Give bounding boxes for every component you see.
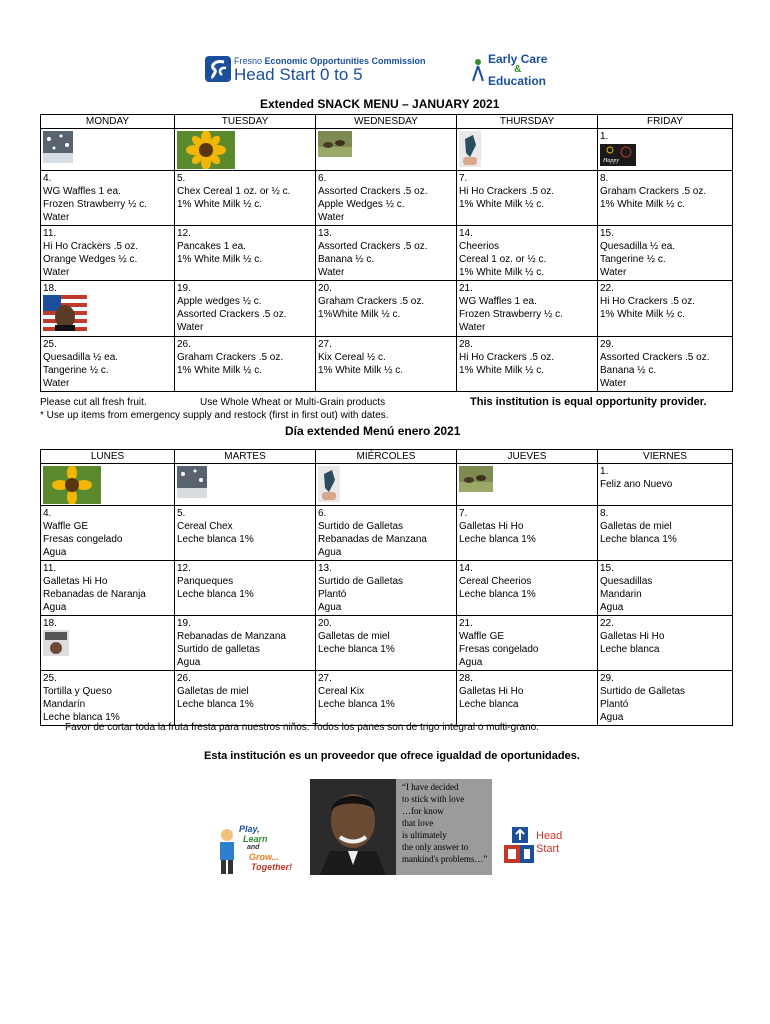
menu-cell-text: 14. Cheerios Cereal 1 oz. or ½ c. 1% White Milk ½ c. xyxy=(459,228,547,278)
menu-cell-text: 14. Cereal Cheerios Leche blanca 1% xyxy=(459,563,536,600)
menu-cell xyxy=(598,281,733,337)
menu-cell-text: 5. Cereal Chex Leche blanca 1% xyxy=(177,508,254,545)
menu-cell xyxy=(316,337,457,392)
menu-cell-text: 28. Hi Ho Crackers .5 oz. 1% White Milk ½ c. xyxy=(459,339,555,376)
quote-line: the only answer to xyxy=(402,842,469,852)
early-care-logo-icon xyxy=(470,58,486,82)
menu-cell-text: 25. Quesadilla ½ ea. Tangerine ½ c. Water xyxy=(43,339,119,389)
day-header: MONDAY xyxy=(41,115,175,129)
image-cell xyxy=(175,129,316,171)
menu-cell-text: 21. Waffle GE Fresas congelado Agua xyxy=(459,618,539,668)
menu-cell xyxy=(41,616,175,671)
play-learn-grow-logo xyxy=(217,820,307,876)
menu-cell xyxy=(316,561,457,616)
menu-cell xyxy=(598,671,733,726)
winter-snow-image xyxy=(177,466,207,498)
menu-cell xyxy=(598,226,733,281)
menu-cell-text: 19. Apple wedges ½ c. Assorted Crackers .5 oz. Water xyxy=(177,283,287,333)
menu-cell xyxy=(175,337,316,392)
org-main-title: Head Start 0 to 5 xyxy=(234,65,363,84)
emergency-supply-note: * Use up items from emergency supply and restock (first in first out) with dates. xyxy=(40,410,389,421)
menu-cell-text: 7. Galletas Hi Ho Leche blanca 1% xyxy=(459,508,536,545)
menu-cell-text: 11. Galletas Hi Ho Rebanadas de Naranja Agua xyxy=(43,563,146,613)
spanish-equal-opportunity: Esta institución es un proveedor que ofrece igualdad de oportunidades. xyxy=(204,750,580,762)
menu-cell-text: 8. Graham Crackers .5 oz. 1% White Milk ½ c. xyxy=(600,173,707,210)
svg-text:Happy: Happy xyxy=(603,158,619,164)
grow-word: Grow... xyxy=(249,852,280,862)
image-cell xyxy=(457,129,598,171)
spanish-header-row xyxy=(41,450,733,464)
menu-cell-text: 21. WG Waffles 1 ea. Frozen Strawberry ½ c. Water xyxy=(459,283,563,333)
quote-line: …for know xyxy=(402,806,444,816)
menu-cell xyxy=(41,561,175,616)
menu-cell xyxy=(316,171,457,226)
mlk-quote-box xyxy=(396,779,492,875)
image-cell xyxy=(598,464,733,506)
eoc-logo-icon xyxy=(205,56,231,82)
menu-cell xyxy=(175,671,316,726)
menu-cell-text: 5. Chex Cereal 1 oz. or ½ c. 1% White Milk ½ c. xyxy=(177,173,291,210)
menu-cell xyxy=(41,171,175,226)
menu-cell xyxy=(598,171,733,226)
menu-cell-text: 20. Graham Crackers .5 oz. 1%White Milk ½ c. xyxy=(318,283,425,320)
menu-cell-text: 15. Quesadilla ½ ea. Tangerine ½ c. Water xyxy=(600,228,676,278)
menu-cell xyxy=(316,616,457,671)
menu-cell xyxy=(175,561,316,616)
image-cell xyxy=(316,129,457,171)
menu-cell xyxy=(41,506,175,561)
menu-cell xyxy=(457,671,598,726)
menu-cell xyxy=(41,226,175,281)
head-word: Head xyxy=(536,830,563,842)
early-care-education-text xyxy=(488,53,547,87)
menu-cell-text: 27. Cereal Kix Leche blanca 1% xyxy=(318,673,395,710)
menu-cell xyxy=(598,506,733,561)
sunflower-image xyxy=(177,131,235,169)
menu-cell-text: 6. Surtido de Galletas Rebanadas de Manzana Agua xyxy=(318,508,427,558)
org-top-line: Fresno Economic Opportunities Commission xyxy=(234,56,426,66)
menu-cell xyxy=(457,171,598,226)
menu-cell xyxy=(175,281,316,337)
quote-line: “I have decided xyxy=(402,782,459,792)
mlk-flag-image xyxy=(43,295,87,331)
blocks-icon xyxy=(503,826,535,864)
menu-cell xyxy=(457,337,598,392)
quote-line: that love xyxy=(402,818,434,828)
play-word: Play, xyxy=(239,824,260,834)
english-header-row xyxy=(41,115,733,129)
start-word: Start xyxy=(536,843,560,855)
menu-cell-text: 22. Galletas Hi Ho Leche blanca xyxy=(600,618,665,655)
quote-line: to stick with love xyxy=(402,794,465,804)
day-header: THURSDAY xyxy=(457,115,598,129)
cut-fruit-note: Please cut all fresh fruit. xyxy=(40,397,147,408)
menu-cell-text: 27. Kix Cereal ½ c. 1% White Milk ½ c. xyxy=(318,339,404,376)
sunflower-image xyxy=(43,466,101,504)
menu-cell-text: 28. Galletas Hi Ho Leche blanca xyxy=(459,673,524,710)
spanish-fruit-note: Favor de cortar toda la fruta fresta para nuestros niños. Todos los panes son de trigo integral o multi-grano. xyxy=(65,722,539,733)
menu-cell xyxy=(457,506,598,561)
english-image-row xyxy=(41,129,733,171)
ec-line1: Early Care xyxy=(488,52,548,66)
english-week-row xyxy=(41,171,733,226)
image-cell xyxy=(457,464,598,506)
winter-snow-image xyxy=(43,131,73,163)
english-menu-title: Extended SNACK MENU – JANUARY 2021 xyxy=(260,97,500,111)
whole-wheat-note: Use Whole Wheat or Multi-Grain products xyxy=(200,397,386,408)
menu-cell-text: 18. xyxy=(43,618,57,629)
bird-on-hand-image xyxy=(318,466,340,502)
image-cell xyxy=(316,464,457,506)
menu-cell xyxy=(41,671,175,726)
english-menu-table xyxy=(40,114,733,392)
friday-top-date: 1. xyxy=(600,131,609,142)
menu-cell-text: 20. Galletas de miel Leche blanca 1% xyxy=(318,618,395,655)
menu-cell-text: 29. Assorted Crackers .5 oz. Banana ½ c. Water xyxy=(600,339,710,389)
child-figure-icon xyxy=(217,828,237,876)
image-cell xyxy=(41,464,175,506)
happy-new-year-image xyxy=(600,144,636,166)
menu-cell xyxy=(175,171,316,226)
menu-cell-text: 19. Rebanadas de Manzana Surtido de galletas Agua xyxy=(177,618,286,668)
and-word: and xyxy=(247,844,260,851)
quote-line: is ultimately xyxy=(402,830,447,840)
together-word: Together! xyxy=(251,862,293,872)
menu-cell-text: 13. Assorted Crackers .5 oz. Banana ½ c. Water xyxy=(318,228,428,278)
menu-cell xyxy=(598,616,733,671)
day-header: JUEVES xyxy=(457,450,598,464)
grazing-animals-image xyxy=(318,131,352,157)
grazing-animals-image xyxy=(459,466,493,492)
image-cell xyxy=(41,129,175,171)
menu-cell-text: 11. Hi Ho Crackers .5 oz. Orange Wedges ½ c. Water xyxy=(43,228,139,278)
bird-on-hand-image xyxy=(459,131,481,167)
mlk-poster-image xyxy=(43,630,69,656)
spanish-week-row xyxy=(41,561,733,616)
menu-cell xyxy=(316,226,457,281)
menu-cell-text: 4. WG Waffles 1 ea. Frozen Strawberry ½ c. Water xyxy=(43,173,147,223)
ec-amp: & xyxy=(514,64,522,75)
day-header: VIERNES xyxy=(598,450,733,464)
menu-cell xyxy=(598,561,733,616)
menu-cell-text: 15. Quesadillas Mandarin Agua xyxy=(600,563,653,613)
menu-cell-text: 29. Surtido de Galletas Plantó Agua xyxy=(600,673,686,723)
day-header: WEDNESDAY xyxy=(316,115,457,129)
menu-cell xyxy=(316,281,457,337)
spanish-menu-table xyxy=(40,449,733,726)
menu-cell-text: 12. Pancakes 1 ea. 1% White Milk ½ c. xyxy=(177,228,263,265)
day-header: FRIDAY xyxy=(598,115,733,129)
menu-cell-text: 26. Galletas de miel Leche blanca 1% xyxy=(177,673,254,710)
menu-cell xyxy=(41,337,175,392)
english-week-row xyxy=(41,337,733,392)
spanish-image-row xyxy=(41,464,733,506)
menu-cell xyxy=(175,226,316,281)
menu-cell xyxy=(598,337,733,392)
menu-cell-text: 4. Waffle GE Fresas congelado Agua xyxy=(43,508,123,558)
english-equal-opportunity: This institution is equal opportunity provider. xyxy=(470,396,707,408)
day-header: MIÉRCOLES xyxy=(316,450,457,464)
learn-word: Learn xyxy=(243,834,268,844)
menu-cell-text: 26. Graham Crackers .5 oz. 1% White Milk ½ c. xyxy=(177,339,284,376)
mlk-portrait-image xyxy=(310,779,396,875)
spanish-week-row xyxy=(41,671,733,726)
friday-top-date: 1. Feliz ano Nuevo xyxy=(600,466,673,490)
spanish-menu-title: Día extended Menú enero 2021 xyxy=(285,424,461,438)
menu-cell xyxy=(175,506,316,561)
menu-cell xyxy=(316,671,457,726)
menu-cell xyxy=(457,561,598,616)
head-start-logo xyxy=(503,826,573,866)
menu-cell-text: 7. Hi Ho Crackers .5 oz. 1% White Milk ½ c. xyxy=(459,173,555,210)
menu-cell xyxy=(457,616,598,671)
menu-cell xyxy=(457,226,598,281)
menu-cell-text: 25. Tortilla y Queso Mandarín Leche blanca 1% xyxy=(43,673,120,723)
day-header: LUNES xyxy=(41,450,175,464)
spanish-week-row xyxy=(41,506,733,561)
menu-cell-text: 18. xyxy=(43,283,57,294)
day-header: MARTES xyxy=(175,450,316,464)
quote-line: mankind's problems…” xyxy=(402,854,488,864)
menu-cell-text: 13. Surtido de Galletas Plantó Agua xyxy=(318,563,404,613)
menu-cell xyxy=(175,616,316,671)
menu-cell-text: 12. Panqueques Leche blanca 1% xyxy=(177,563,254,600)
menu-cell xyxy=(316,506,457,561)
menu-cell xyxy=(41,281,175,337)
image-cell xyxy=(175,464,316,506)
menu-cell xyxy=(457,281,598,337)
menu-cell-text: 6. Assorted Crackers .5 oz. Apple Wedges ½ c. Water xyxy=(318,173,428,223)
menu-cell-text: 22. Hi Ho Crackers .5 oz. 1% White Milk ½ c. xyxy=(600,283,696,320)
english-week-row xyxy=(41,226,733,281)
english-week-row xyxy=(41,281,733,337)
image-cell xyxy=(598,129,733,171)
day-header: TUESDAY xyxy=(175,115,316,129)
menu-cell-text: 8. Galletas de miel Leche blanca 1% xyxy=(600,508,677,545)
ec-line2: Education xyxy=(488,74,547,88)
spanish-week-row xyxy=(41,616,733,671)
